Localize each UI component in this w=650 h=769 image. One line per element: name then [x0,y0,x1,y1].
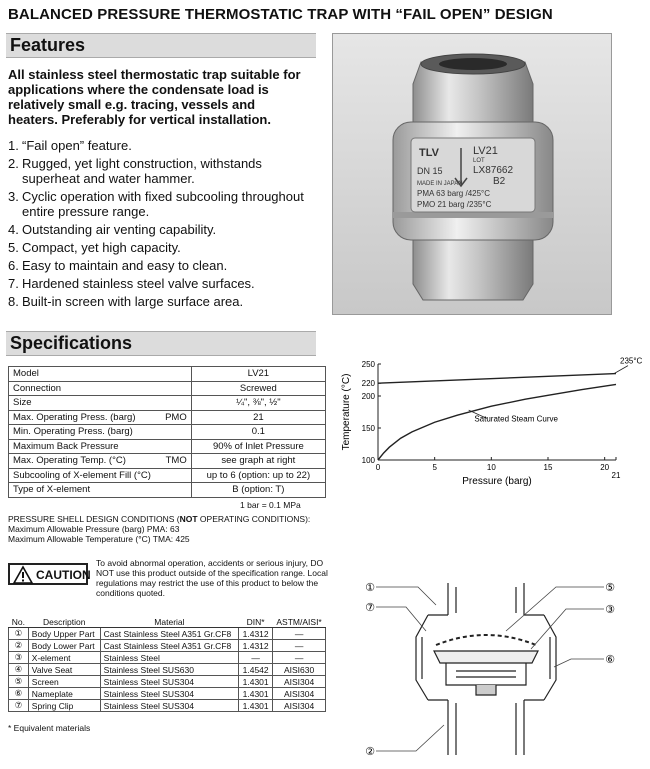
pressure-shell-conditions [8,514,310,544]
spec-label: Maximum Back Pressure [9,439,192,454]
callout-number: ③ [605,603,615,616]
feature-item [8,294,318,309]
feature-item [8,156,318,186]
x-tick-label: 10 [486,463,496,472]
specifications-heading: Specifications [10,333,133,353]
feature-text: Rugged, yet light construction, withstands superheat and water hammer. [22,156,262,186]
materials-table [8,616,326,712]
trap-cross-section [416,583,556,755]
materials-footnote: * Equivalent materials [8,723,91,733]
part-astm: — [273,640,326,652]
spec-value: B (option: T) [191,483,325,498]
part-din: 1.4542 [239,664,273,676]
part-description: Spring Clip [28,700,100,712]
materials-row [9,640,326,652]
features-intro: All stainless steel thermostatic trap suitable for applications where the condensate load is relatively small e.g. tracing, vessels and heaters. Preferably for vertical installation. [8,67,301,127]
materials-row [9,652,326,664]
callout-number: ② [365,745,375,758]
feature-item [8,222,318,237]
part-din: 1.4301 [239,688,273,700]
photo-pma: PMA 63 barg /425°C [417,189,491,198]
materials-row [9,688,326,700]
feature-number: 1. [8,138,19,153]
features-list [8,138,318,312]
part-material: Stainless Steel [100,652,239,664]
max-operating-temp-line [378,374,616,384]
series-label-saturated-steam: Saturated Steam Curve [474,414,558,424]
materials-header-cell: Material [100,616,239,628]
spec-label: Size [9,396,192,411]
part-astm: — [273,652,326,664]
spec-label: Model [9,367,192,382]
feature-text: Compact, yet high capacity. [22,240,181,255]
feature-item [8,276,318,291]
feature-number: 4. [8,222,19,237]
part-din: 1.4312 [239,628,273,640]
feature-text: Hardened stainless steel valve surfaces. [22,276,255,291]
feature-number: 8. [8,294,19,309]
part-description: Body Upper Part [28,628,100,640]
photo-brand: TLV [419,147,439,159]
materials-header-cell: ASTM/AISI* [273,616,326,628]
materials-header-cell: Description [28,616,100,628]
photo-lot: LX87662 [473,165,514,176]
part-material: Cast Stainless Steel A351 Gr.CF8 [100,640,239,652]
feature-number: 3. [8,189,19,204]
caution-label: CAUTION [36,568,91,582]
spec-label: Subcooling of X-element Fill (°C) [9,468,192,483]
callout-leader-lines [376,587,604,751]
features-heading-bar [6,33,316,58]
materials-row [9,676,326,688]
part-din: 1.4301 [239,676,273,688]
part-material: Stainless Steel SUS304 [100,676,239,688]
x-tick-label: 5 [432,463,437,472]
shell-line-2: Maximum Allowable Pressure (barg) PMA: 63 [8,524,180,534]
materials-header-row [9,616,326,628]
part-astm: AISI304 [273,688,326,700]
spec-value: 90% of Inlet Pressure [191,439,325,454]
feature-text: Built-in screen with large surface area. [22,294,244,309]
y-axis-label: Temperature (°C) [341,373,352,451]
spec-row [9,439,326,454]
photo-origin: MADE IN JAPAN [417,181,463,187]
photo-code: B2 [493,176,506,187]
photo-pmo: PMO 21 barg /235°C [417,200,492,209]
specifications-table [8,366,326,498]
feature-number: 5. [8,240,19,255]
part-din: — [239,652,273,664]
part-number: ⑤ [9,676,29,688]
temperature-pressure-chart [338,356,643,487]
spec-row [9,381,326,396]
spec-value: LV21 [191,367,325,382]
feature-item [8,240,318,255]
spec-value: ¼", ⅜", ½" [191,396,325,411]
spec-label: Max. Operating Press. (barg) PMO [9,410,192,425]
cutaway-diagram [356,575,636,765]
spec-row [9,425,326,440]
y-tick-label: 200 [361,392,375,401]
spec-row [9,410,326,425]
feature-number: 7. [8,276,19,291]
x-tick-label: 0 [375,463,381,472]
caution-text: To avoid abnormal operation, accidents or serious injury, DO NOT use this product outside of the specification range. Local regulations may restrict the use of this product to below the conditions quoted. [96,558,328,598]
caution-badge [8,563,91,585]
product-photo [332,33,612,315]
feature-item [8,189,318,219]
annotation-leader [614,366,628,374]
part-din: 1.4312 [239,640,273,652]
materials-row [9,700,326,712]
features-heading: Features [10,35,86,55]
x-tick-label: 15 [543,463,553,472]
part-description: Body Lower Part [28,640,100,652]
callout-number: ① [365,581,375,594]
x-tick-label: 21 [611,471,621,480]
feature-text: Cyclic operation with fixed subcooling throughout entire pressure range. [22,189,304,219]
warning-icon [13,566,33,584]
materials-header-cell: No. [9,616,29,628]
y-tick-label: 100 [361,456,375,465]
part-astm: — [273,628,326,640]
feature-text: “Fail open” feature. [22,138,132,153]
x-tick-label: 20 [600,463,610,472]
photo-size: DN 15 [417,166,443,176]
part-din: 1.4301 [239,700,273,712]
callout-number: ⑥ [605,653,615,666]
materials-row [9,664,326,676]
feature-number: 6. [8,258,19,273]
spec-value: 21 [191,410,325,425]
spec-label: Connection [9,381,192,396]
spec-row [9,396,326,411]
feature-number: 2. [8,156,19,171]
spec-row [9,468,326,483]
spec-row [9,483,326,498]
feature-item [8,258,318,273]
part-number: ② [9,640,29,652]
y-tick-label: 220 [361,379,375,389]
part-description: Screen [28,676,100,688]
part-description: X-element [28,652,100,664]
part-number: ⑥ [9,688,29,700]
materials-header-cell: DIN* [239,616,273,628]
shell-line-3: Maximum Allowable Temperature (°C) TMA: 425 [8,534,190,544]
spec-value: up to 6 (option: up to 22) [191,468,325,483]
part-number: ③ [9,652,29,664]
part-material: Cast Stainless Steel A351 Gr.CF8 [100,628,239,640]
spec-value: Screwed [191,381,325,396]
part-astm: AISI304 [273,676,326,688]
shell-line-1: PRESSURE SHELL DESIGN CONDITIONS (NOT OPERATING CONDITIONS): [8,514,311,524]
part-astm: AISI630 [273,664,326,676]
part-description: Valve Seat [28,664,100,676]
spec-value: see graph at right [191,454,325,469]
spec-value: 0.1 [191,425,325,440]
part-number: ① [9,628,29,640]
part-material: Stainless Steel SUS630 [100,664,239,676]
spec-row [9,367,326,382]
part-astm: AISI304 [273,700,326,712]
unit-note: 1 bar = 0.1 MPa [240,500,301,510]
annotation-235: 235°C [620,356,643,366]
part-number: ⑦ [9,700,29,712]
spec-label: Type of X-element [9,483,192,498]
part-material: Stainless Steel SUS304 [100,700,239,712]
y-tick-label: 250 [361,360,375,369]
part-description: Nameplate [28,688,100,700]
spec-label: Max. Operating Temp. (°C) TMO [9,454,192,469]
product-illustration [333,34,613,316]
feature-text: Easy to maintain and easy to clean. [22,258,228,273]
callout-number: ⑤ [605,581,615,594]
materials-row [9,628,326,640]
part-number: ④ [9,664,29,676]
page-title: BALANCED PRESSURE THERMOSTATIC TRAP WITH “FAIL OPEN” DESIGN [8,6,553,23]
photo-lot-label: LOT [473,158,485,164]
callout-number: ⑦ [365,601,375,614]
y-tick-label: 150 [361,424,375,433]
photo-model: LV21 [473,145,498,157]
specifications-heading-bar [6,331,316,356]
feature-text: Outstanding air venting capability. [22,222,217,237]
spec-row [9,454,326,469]
callout-markers [365,581,615,758]
x-axis-label: Pressure (barg) [462,476,532,487]
feature-item [8,138,318,153]
spec-label: Min. Operating Press. (barg) [9,425,192,440]
part-material: Stainless Steel SUS304 [100,688,239,700]
